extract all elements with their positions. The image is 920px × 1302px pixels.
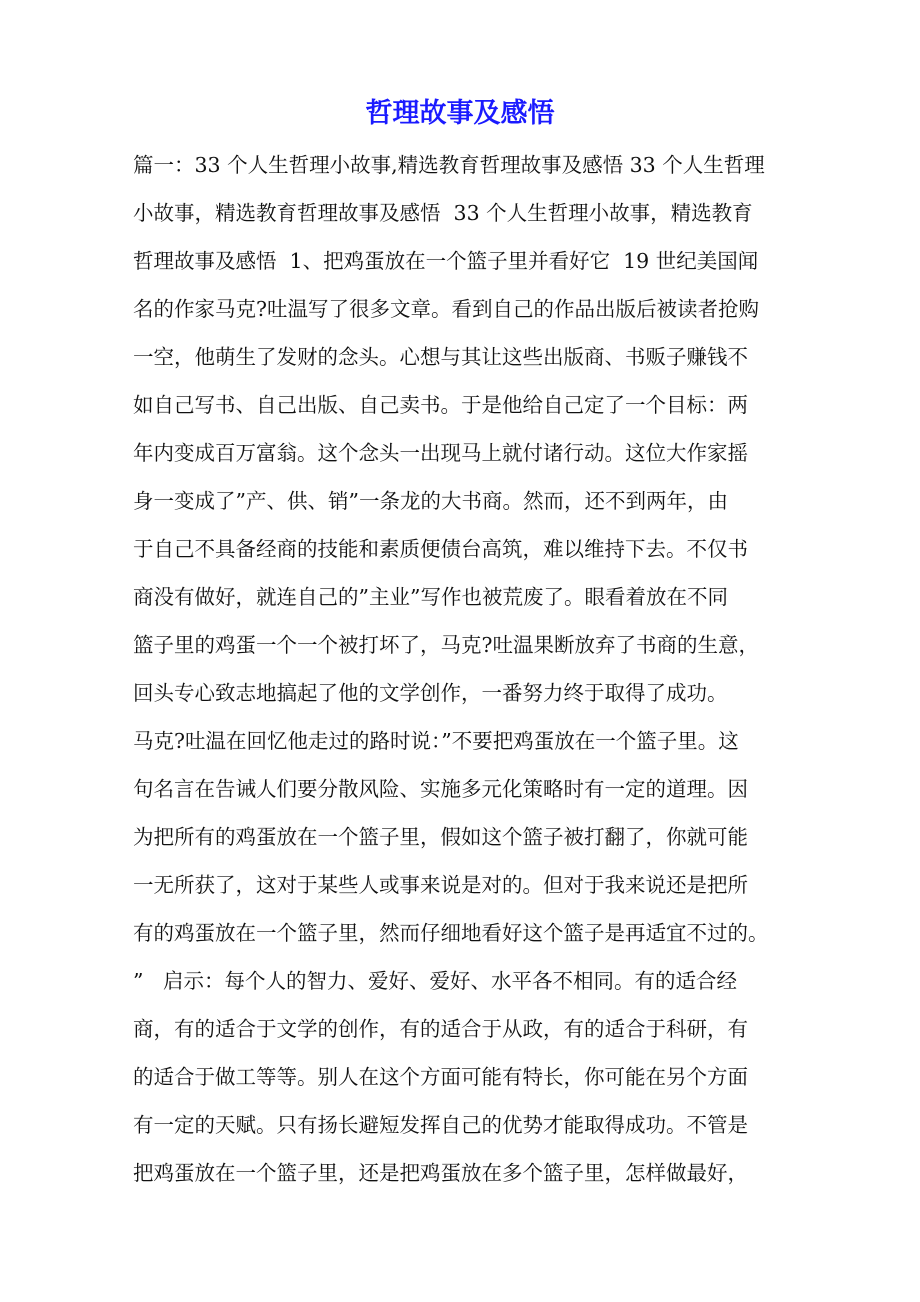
body-line: 的适合于做工等等。别人在这个方面可能有特长，你可能在另个方面 xyxy=(133,1065,748,1089)
body-line: 小故事，精选教育哲理故事及感悟 33 个人生哲理小故事，精选教育 xyxy=(133,201,753,225)
body-line: 为把所有的鸡蛋放在一个篮子里，假如这个篮子被打翻了，你就可能 xyxy=(133,825,748,849)
body-line: 哲理故事及感悟 1、把鸡蛋放在一个篮子里并看好它 19 世纪美国闻 xyxy=(133,249,759,273)
body-line: 句名言在告诫人们要分散风险、实施多元化策略时有一定的道理。因 xyxy=(133,777,748,801)
body-line: 一无所获了，这对于某些人或事来说是对的。但对于我来说还是把所 xyxy=(133,873,748,897)
body-line: 身一变成了”产、供、销”一条龙的大书商。然而，还不到两年，由 xyxy=(133,489,728,513)
document-body xyxy=(133,141,793,1197)
body-line: 篇一：33 个人生哲理小故事,精选教育哲理故事及感悟 33 个人生哲理 xyxy=(133,153,765,177)
body-line: 商，有的适合于文学的创作，有的适合于从政，有的适合于科研，有 xyxy=(133,1017,748,1041)
body-line: 把鸡蛋放在一个篮子里，还是把鸡蛋放在多个篮子里，怎样做最好， xyxy=(133,1161,748,1185)
body-line: 有一定的天赋。只有扬长避短发挥自己的优势才能取得成功。不管是 xyxy=(133,1113,748,1137)
body-line: 于自己不具备经商的技能和素质便债台高筑，难以维持下去。不仅书 xyxy=(133,537,748,561)
body-line: 马克?吐温在回忆他走过的路时说：”不要把鸡蛋放在一个篮子里。这 xyxy=(133,729,739,753)
body-line: ” 启示：每个人的智力、爱好、爱好、水平各不相同。有的适合经 xyxy=(133,969,738,993)
body-line: 名的作家马克?吐温写了很多文章。看到自己的作品出版后被读者抢购 xyxy=(133,297,759,321)
body-line: 商没有做好，就连自己的”主业”写作也被荒废了。眼看着放在不同 xyxy=(133,585,728,609)
body-line: 有的鸡蛋放在一个篮子里，然而仔细地看好这个篮子是再适宜不过的。 xyxy=(133,921,769,945)
body-line: 如自己写书、自己出版、自己卖书。于是他给自己定了一个目标：两 xyxy=(133,393,748,417)
body-line: 一空，他萌生了发财的念头。心想与其让这些出版商、书贩子赚钱不 xyxy=(133,345,748,369)
document-title: 哲理故事及感悟 xyxy=(365,98,555,129)
body-line: 年内变成百万富翁。这个念头一出现马上就付诸行动。这位大作家摇 xyxy=(133,441,748,465)
body-line: 回头专心致志地搞起了他的文学创作，一番努力终于取得了成功。 xyxy=(133,681,728,705)
body-line: 篮子里的鸡蛋一个一个被打坏了，马克?吐温果断放弃了书商的生意， xyxy=(133,633,759,657)
